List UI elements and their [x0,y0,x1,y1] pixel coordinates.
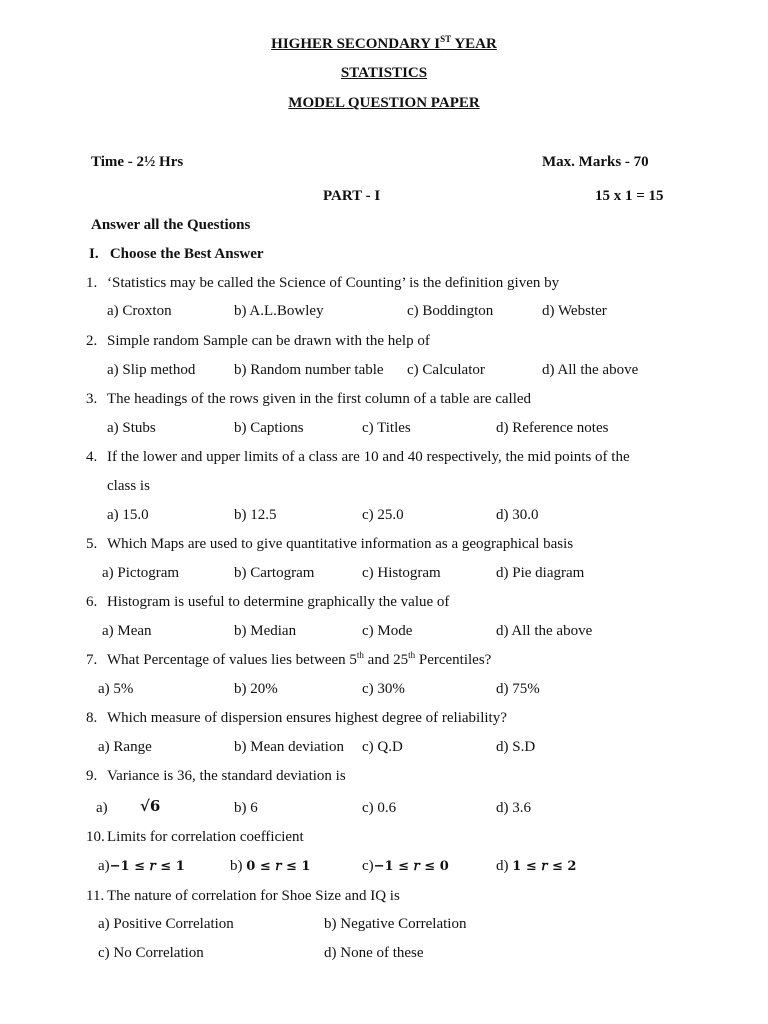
q10-number: 10. [86,829,105,845]
q5-option-a: a) Pictogram [102,565,180,581]
q8-option-b: b) Mean deviation [234,739,344,755]
q6-number: 6. [86,594,98,610]
q6-text: Histogram is useful to determine graphically the value of [107,594,450,610]
header-title-line1: HIGHER SECONDARY IST YEAR [271,34,497,52]
q5-option-b: b) Cartogram [234,565,315,581]
part-label: PART - I [323,188,381,204]
q7-option-c: c) 30% [362,681,405,697]
q6-option-d: d) All the above [496,623,593,639]
q11-option-a: a) Positive Correlation [98,916,234,932]
max-marks-label: Max. Marks - 70 [542,154,649,170]
q7-option-a: a) 5% [98,681,134,697]
q8-number: 8. [86,710,98,726]
q10-option-b: b) 0 ≤ 𝑟 ≤ 1 [230,858,311,874]
q5-text: Which Maps are used to give quantitative information as a geographical basis [107,536,574,552]
q1-option-c: c) Boddington [407,303,494,319]
q3-option-a: a) Stubs [107,420,156,436]
q2-option-b: b) Random number table [234,362,384,378]
q4-number: 4. [86,449,98,465]
q4-text-continued: class is [107,478,150,494]
q11-option-c: c) No Correlation [98,945,204,961]
q3-option-c: c) Titles [362,420,411,436]
q8-text: Which measure of dispersion ensures highest degree of reliability? [107,710,507,726]
q3-option-d: d) Reference notes [496,420,609,436]
q9-number: 9. [86,768,98,784]
q6-option-c: c) Mode [362,623,413,639]
q4-option-d: d) 30.0 [496,507,539,523]
q1-option-a: a) Croxton [107,303,172,319]
q1-option-d: d) Webster [542,303,607,319]
q5-option-c: c) Histogram [362,565,441,581]
instruction-text: Answer all the Questions [91,217,251,233]
q5-number: 5. [86,536,98,552]
q7-option-d: d) 75% [496,681,540,697]
q10-text: Limits for correlation coefficient [107,829,304,845]
q9-option-b: b) 6 [234,800,258,816]
q6-option-a: a) Mean [102,623,152,639]
q7-text: What Percentage of values lies between 5th and 25th Percentiles? [107,650,492,668]
q9-text: Variance is 36, the standard deviation is [107,768,346,784]
q8-option-d: d) S.D [496,739,536,755]
time-label: Time - 2½ Hrs [91,154,184,170]
q6-option-b: b) Median [234,623,297,639]
q10-option-a: a)−1 ≤ 𝑟 ≤ 1 [98,858,185,874]
q5-option-d: d) Pie diagram [496,565,585,581]
section-heading: I. Choose the Best Answer [89,246,264,262]
q8-option-c: c) Q.D [362,739,403,755]
q3-number: 3. [86,391,98,407]
q10-option-d: d) 1 ≤ 𝑟 ≤ 2 [496,858,577,874]
q4-option-b: b) 12.5 [234,507,277,523]
q11-option-d: d) None of these [324,945,424,961]
q1-number: 1. [86,275,98,291]
q11-option-b: b) Negative Correlation [324,916,467,932]
q4-option-c: c) 25.0 [362,507,404,523]
q2-number: 2. [86,333,98,349]
q1-text: ‘Statistics may be called the Science of Counting’ is the definition given by [107,275,560,291]
q2-option-c: c) Calculator [407,362,485,378]
q3-option-b: b) Captions [234,420,304,436]
q7-option-b: b) 20% [234,681,278,697]
q3-text: The headings of the rows given in the first column of a table are called [107,391,532,407]
q10-option-c: c)−1 ≤ 𝑟 ≤ 0 [362,858,449,874]
q9-option-d: d) 3.6 [496,800,531,816]
q2-option-a: a) Slip method [107,362,196,378]
q9-option-a-label: a) [96,800,108,816]
q4-text: If the lower and upper limits of a class are 10 and 40 respectively, the mid points of the [107,449,630,465]
q2-option-d: d) All the above [542,362,639,378]
part-marks-label: 15 x 1 = 15 [595,188,664,204]
q4-option-a: a) 15.0 [107,507,149,523]
q2-text: Simple random Sample can be drawn with the help of [107,333,430,349]
header-title-line3: MODEL QUESTION PAPER [288,95,480,111]
q11-number: 11. [86,888,105,904]
q9-option-a-math: √6 [140,797,161,815]
q1-option-b: b) A.L.Bowley [234,303,324,319]
q11-text: The nature of correlation for Shoe Size and IQ is [107,888,400,904]
q7-number: 7. [86,652,98,668]
q8-option-a: a) Range [98,739,152,755]
header-title-line2: STATISTICS [340,65,428,81]
q9-option-c: c) 0.6 [362,800,397,816]
